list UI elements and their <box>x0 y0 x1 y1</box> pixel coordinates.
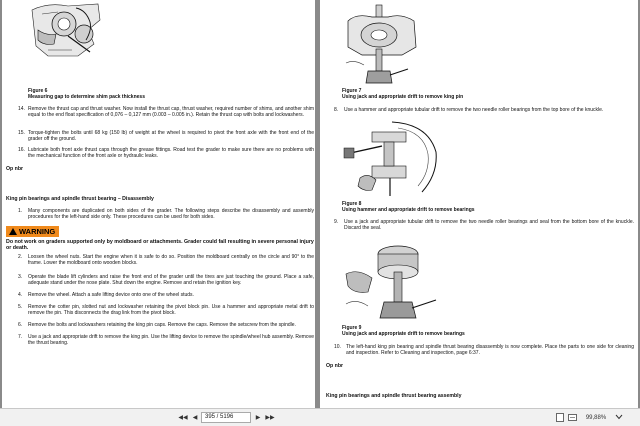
prev-page-button[interactable]: ◀ <box>192 415 198 421</box>
warning-triangle-icon <box>9 228 17 235</box>
next-page-button[interactable]: ▶ <box>255 415 261 421</box>
warning-text: Do not work on graders supported only by moldboard or attachments. Grader could fall resulting in severe personal injury or death. <box>6 239 314 252</box>
step-number: 16. <box>18 147 25 153</box>
first-page-button[interactable]: ◀◀ <box>178 415 188 421</box>
figure-7-number: Figure 7 <box>342 88 362 94</box>
figure-9-image <box>342 234 440 322</box>
figure-9-caption <box>342 325 622 337</box>
step-text: Use a jack and appropriate drift to remove the king pin. Use the lifting device to remove the spindle/wheel hub assembly. Remove the thrust bearing. <box>28 334 314 347</box>
section-heading-disassembly: King pin bearings and spindle thrust bearing – Disassembly <box>6 196 154 202</box>
figure-6-caption <box>28 88 288 100</box>
step-number: 1. <box>18 208 23 214</box>
figure-7-title: Using jack and appropriate drift to remove king pin <box>342 94 464 100</box>
step-text: Loosen the wheel nuts. Start the engine when it is safe to do so. Position the moldboard centrally on the circle and 90° to the frame. Lower the moldboard onto wooden blocks. <box>28 254 314 267</box>
figure-7-image <box>342 3 422 87</box>
viewer-status-bar <box>0 408 640 426</box>
step-number: 15. <box>18 130 25 136</box>
step-6 <box>18 322 314 329</box>
bearing-jack-illustration <box>342 234 440 322</box>
op-number-label: Op nbr <box>326 363 344 369</box>
figure-8-image <box>342 118 440 198</box>
last-page-button[interactable]: ▶▶ <box>265 415 275 421</box>
step-text: Use a jack and appropriate tubular drift to remove the two needle roller bearings and seal from the bottom bore of the knuckle. Discard the seal. <box>344 219 634 232</box>
shim-gap-illustration <box>28 0 104 60</box>
step-number: 9. <box>334 219 339 225</box>
step-number: 3. <box>18 274 23 280</box>
figure-7-caption <box>342 88 622 100</box>
step-number: 7. <box>18 334 23 340</box>
document-page-left <box>2 0 315 408</box>
step-10 <box>334 344 634 357</box>
bearing-hammer-illustration <box>342 118 440 198</box>
figure-8-caption <box>342 201 622 213</box>
step-text: Torque-tighten the bolts until 68 kg (150 lb) of weight at the wheel is required to pivot the front axle with the front end of the grader off the ground. <box>28 130 314 143</box>
warning-badge <box>6 226 59 237</box>
figure-9-number: Figure 9 <box>342 325 362 331</box>
step-text: Use a hammer and appropriate tubular drift to remove the two needle roller bearings from the top bore of the knuckle. <box>344 107 604 113</box>
step-14 <box>18 106 314 125</box>
figure-6-title: Measuring gap to determine shim pack thickness <box>28 94 145 100</box>
step-text: Many components are duplicated on both sides of the grader. The following steps describe the disassembly and assembly procedures for the left-hand side only. These procedures can be used for both sides. <box>28 208 314 221</box>
step-number: 4. <box>18 292 23 298</box>
king-pin-jack-illustration <box>342 3 422 87</box>
step-7 <box>18 334 314 347</box>
page-number-input[interactable]: 395 / 5196 <box>201 412 251 423</box>
figure-8-number: Figure 8 <box>342 201 362 207</box>
step-text: Remove the cotter pin, slotted nut and lockwasher retaining the pivot block pin. Use a hammer and appropriate metal drift to remove the pin. This disconnects the drag link from the pivot block. <box>28 304 314 317</box>
fit-width-icon[interactable] <box>567 413 577 425</box>
step-number: 2. <box>18 254 23 260</box>
step-text: Remove the wheel. Attach a safe lifting device onto one of the wheel studs. <box>28 292 194 298</box>
step-8 <box>334 107 634 114</box>
figure-6-number: Figure 6 <box>28 88 48 94</box>
step-1 <box>18 208 314 221</box>
step-16 <box>18 147 314 160</box>
figure-8-title: Using hammer and appropriate drift to remove bearings <box>342 207 475 213</box>
step-text: Remove the bolts and lockwashers retaining the king pin caps. Remove the caps. Remove the setscrew from the spindle. <box>28 322 296 328</box>
figure-6-image <box>28 0 104 60</box>
step-2 <box>18 254 314 267</box>
warning-label: WARNING <box>19 227 56 236</box>
step-text: Remove the thrust cap and thrust washer. Now install the thrust cap, thrust washer, required number of shims, and another shim equal to the end float specification of 0,076 – 0,127 mm (0.003 – 0.005 in.). Retain the thrust cap with bolts and lockwashers. <box>28 106 314 119</box>
step-text: Operate the blade lift cylinders and raise the front end of the grader until the tires are just touching the ground. Place a safe, adequate stand under the nose plate. Shut down the engine. Remove and retain the ignition key. <box>28 274 314 287</box>
zoom-level[interactable]: 99,88% <box>585 415 607 421</box>
fit-page-icon[interactable] <box>555 413 565 425</box>
section-heading-assembly: King pin bearings and spindle thrust bearing assembly <box>326 393 462 399</box>
step-15 <box>18 130 314 143</box>
figure-9-title: Using jack and appropriate drift to remove bearings <box>342 331 465 337</box>
step-number: 8. <box>334 107 339 113</box>
op-number-label: Op nbr <box>6 166 24 172</box>
step-number: 10. <box>334 344 341 350</box>
step-3 <box>18 274 314 287</box>
document-page-right <box>320 0 638 408</box>
step-number: 14. <box>18 106 25 112</box>
step-4 <box>18 292 314 299</box>
step-number: 6. <box>18 322 23 328</box>
step-number: 5. <box>18 304 23 310</box>
zoom-dropdown-chevron-down-icon[interactable] <box>614 413 624 423</box>
step-text: Lubricate both front axle thrust caps through the grease fittings. Road test the grader to make sure there are no problems with the mechanical function of the front axle or hydraulic leaks. <box>28 147 314 160</box>
step-9 <box>334 219 634 232</box>
step-text: The left-hand king pin bearing and spindle thrust bearing disassembly is now complete. Place the parts to one side for cleaning and inspection. Refer to Cleaning and inspection, page 6:37. <box>346 344 634 357</box>
step-5 <box>18 304 314 317</box>
